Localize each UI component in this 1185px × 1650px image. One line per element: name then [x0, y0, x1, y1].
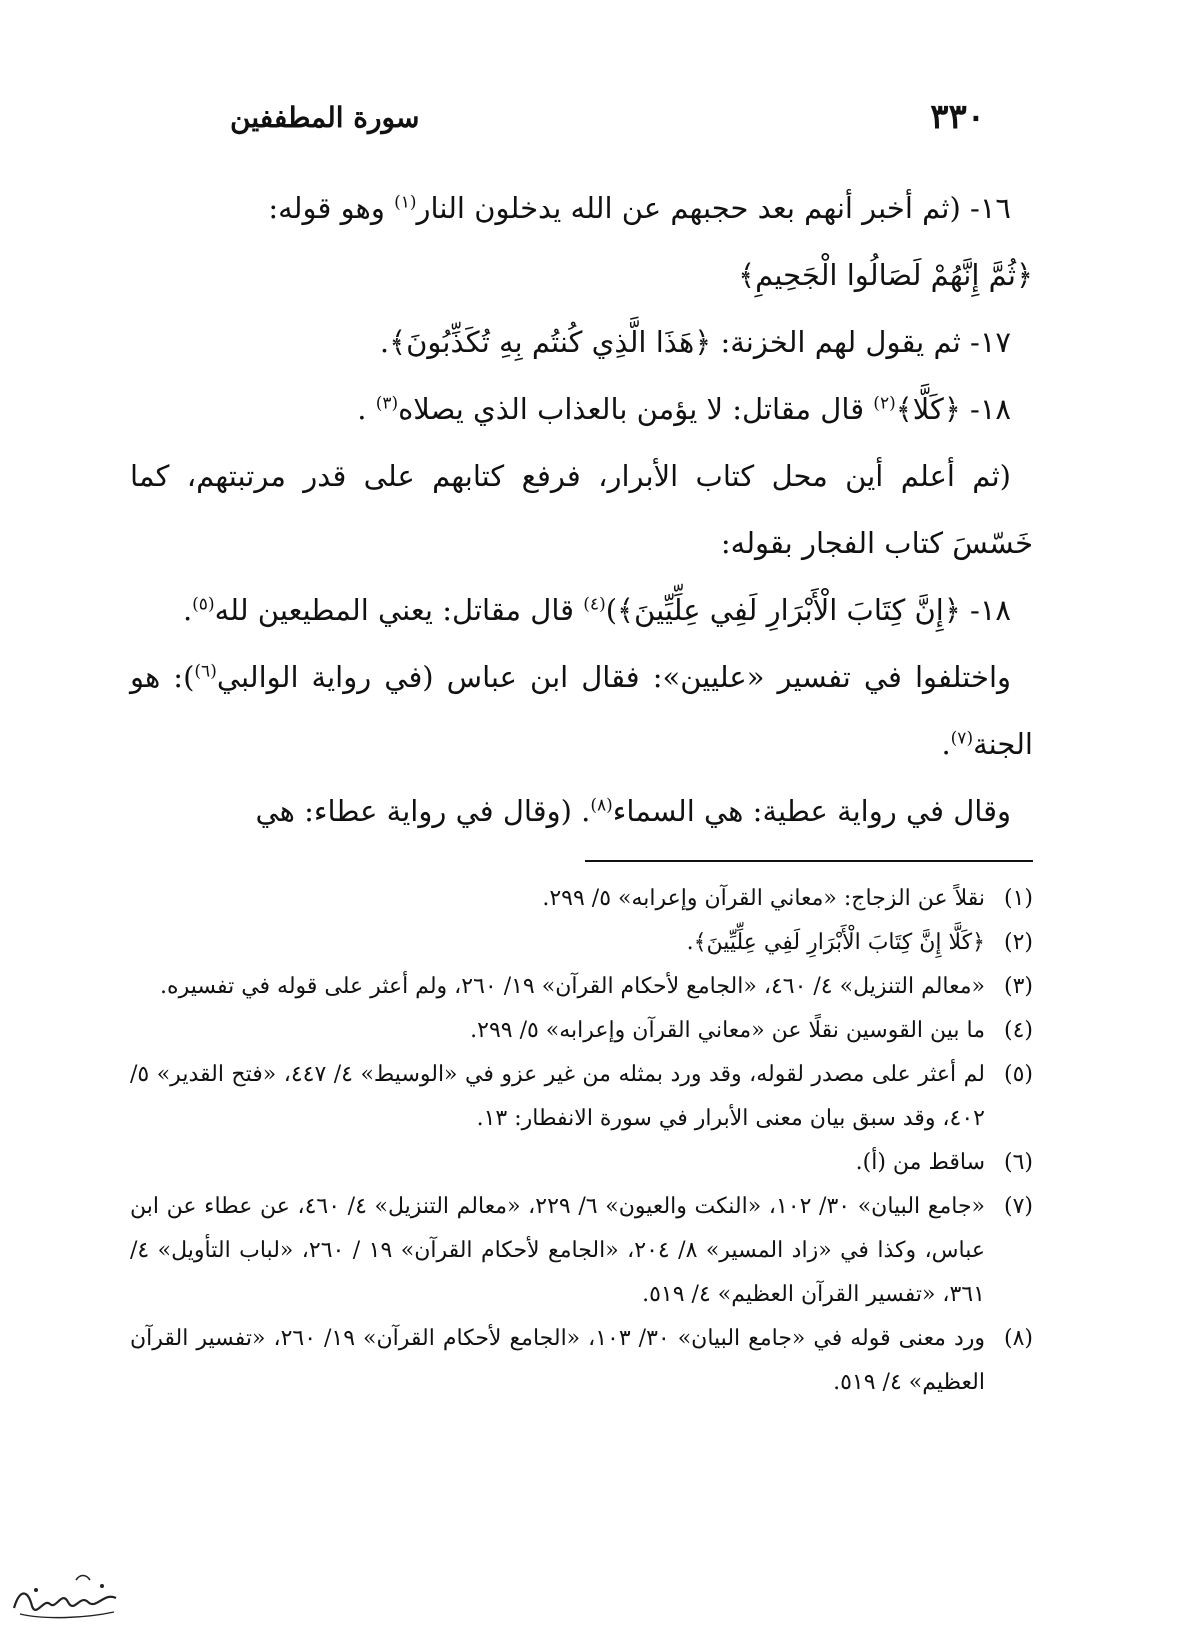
footnote-ref: (٧): [950, 728, 974, 749]
quran-verse: ﴿ثُمَّ إِنَّهُمْ لَصَالُوا الْجَحِيمِ﴾: [738, 258, 1033, 292]
footnote: (٨) ورد معنى قوله في «جامع البيان» ٣٠/ ١٠٣، «الجامع لأحكام القرآن» ١٩/ ٢٦٠، «تفسير القرآن العظيم» ٤/ ٥١٩.: [130, 1326, 1033, 1395]
running-title: سورة المطففين: [230, 100, 420, 134]
footnote: (١) نقلاً عن الزجاج: «معاني القرآن وإعرابه» ٥/ ٢٩٩.: [542, 886, 1033, 911]
paragraph: ١٧- ثم يقول لهم الخزنة: ﴿هَذَا الَّذِي كُنتُم بِهِ تُكَذِّبُونَ﴾.: [379, 325, 1011, 359]
paragraph: (ثم أعلم أين محل كتاب الأبرار، فرفع كتابهم على قدر مرتبتهم، كما خَسّسَ كتاب الفجار بقوله:: [130, 459, 1033, 560]
paragraph: وقال في رواية عطية: هي السماء$^{(٨)}$. (وقال في رواية عطاء: هي: [255, 794, 1011, 828]
footnote-ref: (٢): [873, 393, 896, 414]
page-number: ٣٣٠: [930, 97, 985, 137]
paragraph: ١٨- ﴿إِنَّ كِتَابَ الْأَبْرَارِ لَفِي عِلِّيِّينَ﴾)$^{(٤)}$ قال مقاتل: يعني المطيعين لله$^{(٥)}$.: [182, 593, 1011, 627]
footnote-ref: (٦): [194, 661, 217, 682]
footnote-ref: (٤): [583, 594, 606, 615]
paragraph: ١٦- (ثم أخبر أنهم بعد حجبهم عن الله يدخلون النار$^{(١)}$ وهو قوله:: [268, 191, 1011, 225]
footnote-divider: [585, 860, 1033, 862]
footnote-ref: (٨): [590, 795, 613, 816]
footnote: (٦) ساقط من (أ).: [855, 1150, 1033, 1175]
footnote: (٧) «جامع البيان» ٣٠/ ١٠٢، «النكت والعيون» ٦/ ٢٢٩، «معالم التنزيل» ٤/ ٤٦٠، عن عطاء عن ابن عباس، وكذا في «زاد المسير» ٨/ ٢٠٤، «الجامع لأحكام القرآن» ١٩ / ٢٦٠، «لباب التأويل» ٤/ ٣٦١، «تفسير القرآن العظيم» ٤/ ٥١٩.: [130, 1194, 1033, 1307]
footnote-ref: (١): [394, 192, 417, 213]
paragraph: واختلفوا في تفسير «عليين»: فقال ابن عباس (في رواية الوالبي$^{(٦)}$): هو الجنة$^{(٧)}$.: [130, 660, 1033, 761]
main-text: [130, 175, 1033, 845]
footnotes: [130, 877, 1033, 1405]
footnote: (٤) ما بين القوسين نقلًا عن «معاني القرآن وإعرابه» ٥/ ٢٩٩.: [470, 1018, 1033, 1043]
footnote: (٣) «معالم التنزيل» ٤/ ٤٦٠، «الجامع لأحكام القرآن» ١٩/ ٢٦٠، ولم أعثر على قوله في تفسيره.: [160, 974, 1033, 999]
footnote-ref: (٣): [375, 393, 399, 414]
publisher-logo: [6, 1568, 126, 1626]
paragraph: ١٨- ﴿كَلَّا﴾$^{(٢)}$ قال مقاتل: لا يؤمن بالعذاب الذي يصلاه$^{(٣)}$ .: [357, 392, 1011, 426]
footnote-ref: (٥): [192, 594, 215, 615]
footnote: (٥) لم أعثر على مصدر لقوله، وقد ورد بمثله من غير عزو في «الوسيط» ٤/ ٤٤٧، «فتح القدير» ٥/ ٤٠٢، وقد سبق بيان معنى الأبرار في سورة الانفطار: ١٣.: [130, 1062, 1033, 1131]
page-header: [230, 92, 985, 142]
footnote: (٢) ﴿كَلَّا إِنَّ كِتَابَ الْأَبْرَارِ لَفِي عِلِّيِّينَ﴾.: [686, 930, 1033, 955]
